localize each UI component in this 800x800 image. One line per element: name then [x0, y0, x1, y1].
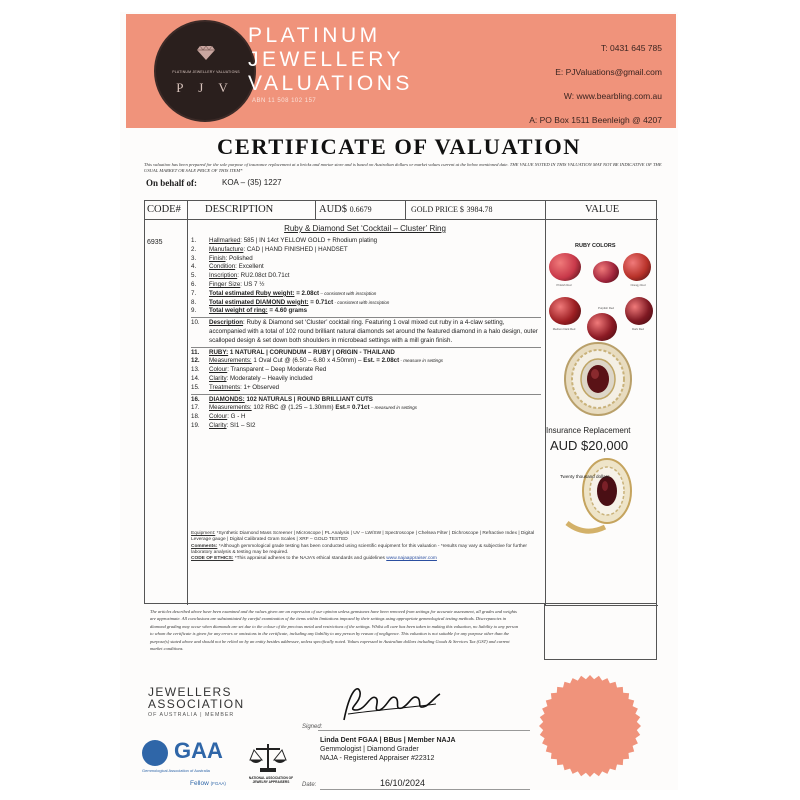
row-text: 1 NATURAL | CORUNDUM – RUBY | ORIGIN - THAILAND	[228, 348, 395, 356]
row-text: : RU2.08ct D0.71ct	[237, 272, 290, 280]
logo-text: PLATINUM JEWELLERY VALUATIONS	[172, 70, 240, 74]
row-label: Total estimated Ruby weight:	[209, 289, 295, 297]
row-label: Finish	[209, 254, 226, 262]
gaa-logo: GAA	[174, 738, 223, 763]
row-label: Manufacture	[209, 245, 244, 253]
row-text: : US 7 ½	[240, 280, 265, 288]
on-behalf-value: KOA – (35) 1227	[222, 178, 282, 187]
column-divider	[187, 201, 188, 605]
detail-row	[191, 272, 541, 281]
row-number: 7.	[191, 289, 197, 297]
row-number: 11.	[191, 348, 200, 356]
header-divider	[145, 219, 658, 220]
row-value: Est.= 0.71ct	[335, 404, 370, 412]
item-details	[191, 237, 541, 431]
column-divider	[315, 201, 316, 219]
company-name	[248, 24, 413, 96]
row-number: 16.	[191, 395, 200, 403]
detail-row	[191, 255, 541, 264]
valuation-table	[144, 200, 657, 604]
row-text: : Moderately – Heavily included	[226, 374, 313, 382]
address: A: PO Box 1511 Beenleigh @ 4207	[529, 115, 662, 125]
row-label: Total weight of ring:	[209, 307, 268, 315]
row-text: 1 Oval Cut @ (6.50 – 6.80 x 4.50mm) –	[251, 357, 364, 365]
detail-row	[191, 263, 541, 272]
date-label: Date:	[302, 782, 317, 788]
row-text: : Excellent	[235, 263, 264, 271]
row-label: Total estimated DIAMOND weight:	[209, 298, 309, 306]
letterhead	[126, 14, 676, 128]
naja-logo-text: NATIONAL ASSOCIATION OF JEWELRY APPRAISERS	[248, 776, 294, 784]
equipment-text: *Synthetic Diamond Mass Screener | Microscope | PL Analysis | UV – LW/SW | Spectroscope | Chelsea Filter | Dichroscope | Refractive Index | Digital Leverage gauge | Digital Calibrated Gram Scales | XRF – GOLD TESTED	[191, 531, 535, 543]
description-row	[191, 319, 541, 345]
valuation-date: 16/10/2024	[380, 778, 426, 788]
ruby-swatch	[549, 253, 581, 281]
ruby-row	[191, 357, 541, 366]
appraiser-name: Linda Dent FGAA | BBus | Member NAJA	[320, 737, 456, 744]
fellow-abbrev: (FGAA)	[210, 781, 226, 786]
ruby-swatch	[593, 261, 619, 283]
row-label: Measurements:	[209, 404, 252, 412]
weight-row	[191, 307, 541, 316]
signature-line	[318, 730, 530, 731]
ruby-swatch	[587, 313, 617, 341]
row-text: 102 NATURALS | ROUND BRILLIANT CUTS	[244, 395, 373, 403]
website: W: www.bearbling.com.au	[563, 91, 662, 101]
ruby-swatch	[549, 297, 581, 325]
row-number: 13.	[191, 366, 200, 374]
insurance-value: AUD $20,000	[550, 438, 629, 453]
row-number: 10.	[191, 319, 200, 327]
insurance-box	[544, 604, 657, 660]
swatch-label: Pinkish Red	[556, 283, 572, 287]
row-label: Inscription	[209, 272, 238, 280]
abn-number: ABN 11 508 102 157	[252, 98, 317, 104]
row-value: = 2.08ct	[294, 289, 320, 297]
ja-line: JEWELLERS	[148, 685, 232, 699]
comments-line	[191, 544, 541, 557]
ja-line: ASSOCIATION	[148, 697, 245, 711]
appraiser-role: Gemmologist | Diamond Grader	[320, 746, 419, 753]
row-number: 18.	[191, 413, 200, 421]
naja-link[interactable]: www.najaappraiser.com	[386, 556, 437, 562]
ruby-row	[191, 384, 541, 393]
ruby-row	[191, 375, 541, 384]
row-number: 14.	[191, 374, 200, 382]
row-number: 5.	[191, 272, 197, 280]
company-seal	[538, 674, 642, 778]
row-value: = 4.60 grams	[267, 307, 308, 315]
row-number: 15.	[191, 383, 200, 391]
company-line: PLATINUM	[248, 24, 381, 47]
company-line: JEWELLERY	[248, 48, 404, 71]
row-number: 17.	[191, 404, 200, 412]
section-divider	[191, 317, 541, 318]
email: E: PJValuations@gmail.com	[555, 67, 662, 77]
aud-value: 0.6679	[349, 205, 372, 214]
signed-label: Signed:	[302, 724, 323, 730]
detail-row	[191, 281, 541, 290]
row-text: : Transparent – Deep Moderate Red	[227, 366, 327, 374]
ethics-text: *This appraisal adheres to the NAJA’s ethical standards and guidelines	[233, 556, 387, 562]
appraiser-details	[320, 736, 456, 763]
row-label: Treatments	[209, 383, 241, 391]
row-number: 2.	[191, 245, 197, 253]
row-text: 102 RBC @ (1.25 – 1.30mm)	[251, 404, 336, 412]
row-note: - measure in settings	[399, 358, 444, 364]
row-label: Measurements:	[209, 357, 252, 365]
swatch-label: Dark Red	[632, 327, 644, 331]
gaa-fellow	[190, 780, 226, 787]
diamond-row	[191, 413, 541, 422]
row-number: 19.	[191, 421, 200, 429]
handwritten-signature	[336, 680, 446, 728]
row-number: 4.	[191, 263, 197, 271]
swatch-label: Orangy Red	[630, 283, 646, 287]
code-header: CODE#	[147, 204, 181, 215]
weight-row	[191, 290, 541, 299]
on-behalf-label: On behalf of:	[146, 178, 198, 188]
gold-label: GOLD PRICE $	[411, 205, 464, 214]
row-label: Description	[209, 319, 244, 327]
row-label: RUBY:	[209, 348, 229, 356]
document-title: CERTIFICATE OF VALUATION	[216, 134, 582, 159]
aud-rate	[319, 204, 372, 215]
ruby-colors-title: RUBY COLORS	[575, 243, 616, 249]
row-number: 3.	[191, 254, 197, 262]
contact-details	[529, 36, 662, 132]
insurance-value-words: Twenty thousand dollars	[560, 474, 610, 479]
ruby-swatch	[625, 297, 653, 325]
row-number: 9.	[191, 307, 197, 315]
description-header: DESCRIPTION	[205, 204, 274, 215]
equipment-notes	[191, 531, 541, 562]
ethics-line	[191, 556, 541, 562]
row-label: Condition	[209, 263, 236, 271]
row-label: Clarity	[209, 421, 227, 429]
equipment-label: Equipment:	[191, 531, 216, 536]
ethics-label: CODE OF ETHICS:	[191, 556, 234, 562]
row-label: Clarity	[209, 374, 227, 382]
row-text: : SI1 – SI2	[226, 421, 256, 429]
row-text: : CAD | HAND FINISHED | HANDSET	[243, 245, 348, 253]
row-number: 12.	[191, 357, 200, 365]
comments-text: *Although gemmological grade testing has been conducted using scientific equipment for this valuation - *results may vary & subjective for further laboratory analysis & testing may be required.	[191, 543, 527, 555]
fellow-text: Fellow	[190, 780, 209, 787]
ruby-heading	[191, 349, 541, 358]
row-number: 1.	[191, 237, 197, 244]
row-label: DIAMONDS:	[209, 395, 245, 403]
intro-statement: This valuation has been prepared for the sole purpose of insurance replacement at a bricks and mortar store and is based on Australian dollars or market values current at the below mentioned date. THE VALUE NOTED IN THIS VALUATION MAY NOT BE INDICATIVE OF THE USUAL MARKET OR SALE PRICE OF THIS ITEM*	[144, 162, 662, 173]
row-number: 8.	[191, 298, 197, 306]
swatch-label: Medium Dark Red	[552, 327, 576, 331]
ruby-row	[191, 366, 541, 375]
detail-row	[191, 246, 541, 255]
comments-label: Comments:	[191, 543, 218, 549]
row-text: : Ruby & Diamond set ‘Cluster’ cocktail ring. Featuring 1 oval mixed cut ruby in a 4-claw setting, accompanied with a total of 102 round brilliant natural diamonds set around the featured diamond in a halo design, outer scalloped design & set down both shoulders in microbead settings with a mill grain finish.	[209, 319, 538, 344]
logo-initials: P J V	[176, 80, 234, 95]
ring-side-view-image	[565, 453, 637, 543]
row-value: Est. = 2.08ct	[363, 357, 400, 365]
detail-row	[191, 237, 541, 246]
company-logo	[154, 20, 256, 122]
column-divider	[545, 201, 546, 605]
section-divider	[191, 394, 541, 395]
row-text: : Polished	[225, 254, 253, 262]
diamond-icon	[197, 46, 215, 60]
ruby-swatch	[623, 253, 651, 281]
row-note: - consistent with inscription	[333, 299, 390, 305]
row-note: – measured in settings	[369, 405, 418, 411]
disclaimer: The articles described above have been examined and the values given are an expression of our opinion unless gemstones have been removed from settings for accurate assessment, all grades and weights are approximate. All conclusions are substantiated by careful examination of the items within limitations imposed by their settings using appropriate gemmological testing methods. Discrepancies in diamond grading may occur when diamonds are set due to the colour of the precious metal and restrictions of the settings. Whilst all care has been taken in making this valuation, no liability to any person to whom the certificate is given for any errors or omissions in the certificate, including any liability to any person by reason of negligence. This valuation is not suitable for any purpose other than the purpose(s) stated above and should not be relied on by an entity besides addressee, unless specifically noted. Values expressed in Australian dollars including Goods & Services Tax (GST) and current market conditions.	[150, 609, 519, 652]
aud-label: AUD$	[319, 204, 347, 215]
row-label: Colour	[209, 366, 228, 374]
diamond-row	[191, 404, 541, 413]
item-code: 6935	[147, 239, 163, 246]
company-line: VALUATIONS	[248, 72, 413, 95]
diamond-row	[191, 422, 541, 431]
equipment-line	[191, 531, 541, 544]
swatch-label: Purplish Red	[597, 306, 614, 310]
row-note: – consistent with inscription	[319, 290, 377, 296]
globe-icon	[142, 740, 168, 766]
row-label: Finger Size	[209, 280, 241, 288]
certificate-page	[120, 12, 678, 790]
date-line	[320, 789, 530, 790]
jewellers-association-logo	[148, 686, 245, 710]
row-label: Hallmarked	[209, 237, 241, 244]
section-divider	[191, 347, 541, 348]
row-text: : 585 | IN 14ct YELLOW GOLD + Rhodium plating	[240, 237, 378, 244]
gaa-name: Gemmological Association of Australia	[142, 768, 210, 773]
ring-top-view-image	[563, 341, 633, 417]
row-text: : 1+ Observed	[240, 383, 280, 391]
phone: T: 0431 645 785	[601, 43, 662, 53]
gold-price	[411, 204, 493, 215]
insurance-label: Insurance Replacement	[546, 426, 631, 435]
row-value: = 0.71ct	[308, 298, 334, 306]
row-number: 6.	[191, 280, 197, 288]
gold-value: 3984.78	[466, 205, 493, 214]
row-label: Colour	[209, 413, 228, 421]
item-title: Ruby & Diamond Set ‘Cocktail – Cluster’ Ring	[284, 224, 446, 233]
scales-icon	[248, 742, 288, 774]
diamond-heading	[191, 396, 541, 405]
value-header: VALUE	[585, 204, 620, 215]
ja-member: OF AUSTRALIA | MEMBER	[148, 712, 235, 718]
column-divider	[405, 201, 406, 219]
row-text: : G - H	[227, 413, 246, 421]
weight-row	[191, 299, 541, 308]
appraiser-registration: NAJA - Registered Appraiser #22312	[320, 755, 435, 762]
